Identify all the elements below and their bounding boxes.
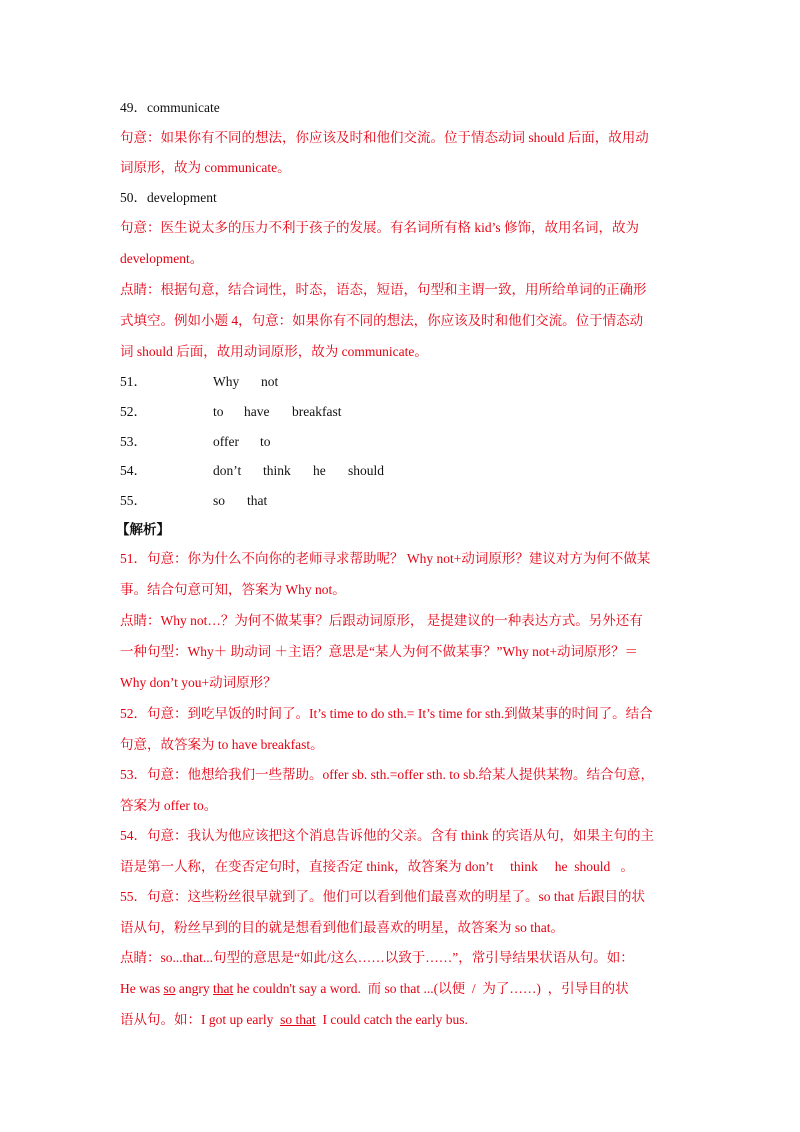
q49-analysis-line1: 句意：如果你有不同的想法，你应该及时和他们交流。位于情态动词 should 后面，故用动 xyxy=(120,130,649,145)
example-text: he couldn't say a word. 而 so that ...(以便 / 为了……) ，引导目的状 xyxy=(233,981,629,996)
answer-number: 52． xyxy=(120,404,147,419)
e51-line2: 事。结合句意可知，答案为 Why not。 xyxy=(120,582,346,597)
e51-tip-line2: 一种句型：Why＋ 助动词 ＋主语？意思是“某人为何不做某事？”Why not+动词原形？＝ xyxy=(120,644,638,659)
e52-line2: 句意，故答案为 to have breakfast。 xyxy=(120,737,324,752)
analysis-heading: 【解析】 xyxy=(116,522,170,537)
e53-line1: 53．句意：他想给我们一些帮助。offer sb. sth.=offer sth. to sb.给某人提供某物。结合句意， xyxy=(120,767,654,782)
tip-line1: 点睛：根据句意，结合词性，时态，语态，短语，句型和主谓一致，用所给单词的正确形 xyxy=(120,282,647,297)
e51-tip-line1: 点睛：Why not…？为何不做某事？后跟动词原形， 是提建议的一种表达方式。另外还有 xyxy=(120,613,643,628)
example-text: He was xyxy=(120,981,164,996)
e52-line1: 52．句意：到吃早饭的时间了。It’s time to do sth.= It’s time for sth.到做某事的时间了。结合 xyxy=(120,706,653,721)
answer-word: offer xyxy=(213,434,239,449)
answer-word: Why xyxy=(213,374,240,389)
example-text: angry xyxy=(175,981,214,996)
example-text: 语从句。如：I got up early xyxy=(120,1012,281,1027)
answer-number: 53． xyxy=(120,434,147,449)
q50-answer: 50．development xyxy=(120,190,217,205)
e53-line2: 答案为 offer to。 xyxy=(120,798,218,813)
e55-line2: 语从句，粉丝早到的目的就是想看到他们最喜欢的明星，故答案为 so that。 xyxy=(120,920,564,935)
e54-line2: 语是第一人称，在变否定句时，直接否定 think，故答案为 don’t think he should 。 xyxy=(120,859,634,874)
answer-word: so xyxy=(213,493,226,508)
answer-word: he xyxy=(313,463,326,478)
tip-line3: 词 should 后面，故用动词原形，故为 communicate。 xyxy=(120,344,428,359)
answer-word: not xyxy=(261,374,279,389)
e55-tip-line1: 点睛：so...that...句型的意思是“如此/这么……以致于……”，常引导结果状语从句。如： xyxy=(120,950,634,965)
tip-line2: 式填空。例如小题 4，句意：如果你有不同的想法，你应该及时和他们交流。位于情态动 xyxy=(120,313,644,328)
example-text: I could catch the early bus. xyxy=(315,1012,468,1027)
answer-word: have xyxy=(244,404,270,419)
e51-line1: 51．句意：你为什么不向你的老师寻求帮助呢？ Why not+动词原形？建议对方为何不做某 xyxy=(120,551,651,566)
q49-analysis-line2: 词原形，故为 communicate。 xyxy=(120,160,291,175)
answer-number: 54． xyxy=(120,463,147,478)
e51-tip-line3: Why don’t you+动词原形？ xyxy=(120,675,277,690)
answer-word: to xyxy=(260,434,271,449)
e55-example-line1 xyxy=(120,979,629,999)
answer-word: should xyxy=(348,463,385,478)
underlined-so-that: so that xyxy=(280,1012,316,1027)
answer-word: breakfast xyxy=(292,404,342,419)
q49-answer: 49．communicate xyxy=(120,100,220,115)
q50-analysis-line2: development。 xyxy=(120,251,204,266)
answer-number: 55． xyxy=(120,493,147,508)
e55-example-line2 xyxy=(120,1010,468,1030)
answer-word: that xyxy=(247,493,268,508)
answer-word: to xyxy=(213,404,224,419)
e54-line1: 54．句意：我认为他应该把这个消息告诉他的父亲。含有 think 的宾语从句，如果主句的主 xyxy=(120,828,655,843)
q50-analysis-line1: 句意：医生说太多的压力不利于孩子的发展。有名词所有格 kid’s 修饰，故用名词，故为 xyxy=(120,220,640,235)
e55-line1: 55．句意：这些粉丝很早就到了。他们可以看到他们最喜欢的明星了。so that 后跟目的状 xyxy=(120,889,645,904)
answer-number: 51． xyxy=(120,374,147,389)
answer-word: think xyxy=(263,463,291,478)
answer-word: don’t xyxy=(213,463,242,478)
underlined-so: so xyxy=(163,981,176,996)
underlined-that: that xyxy=(213,981,234,996)
